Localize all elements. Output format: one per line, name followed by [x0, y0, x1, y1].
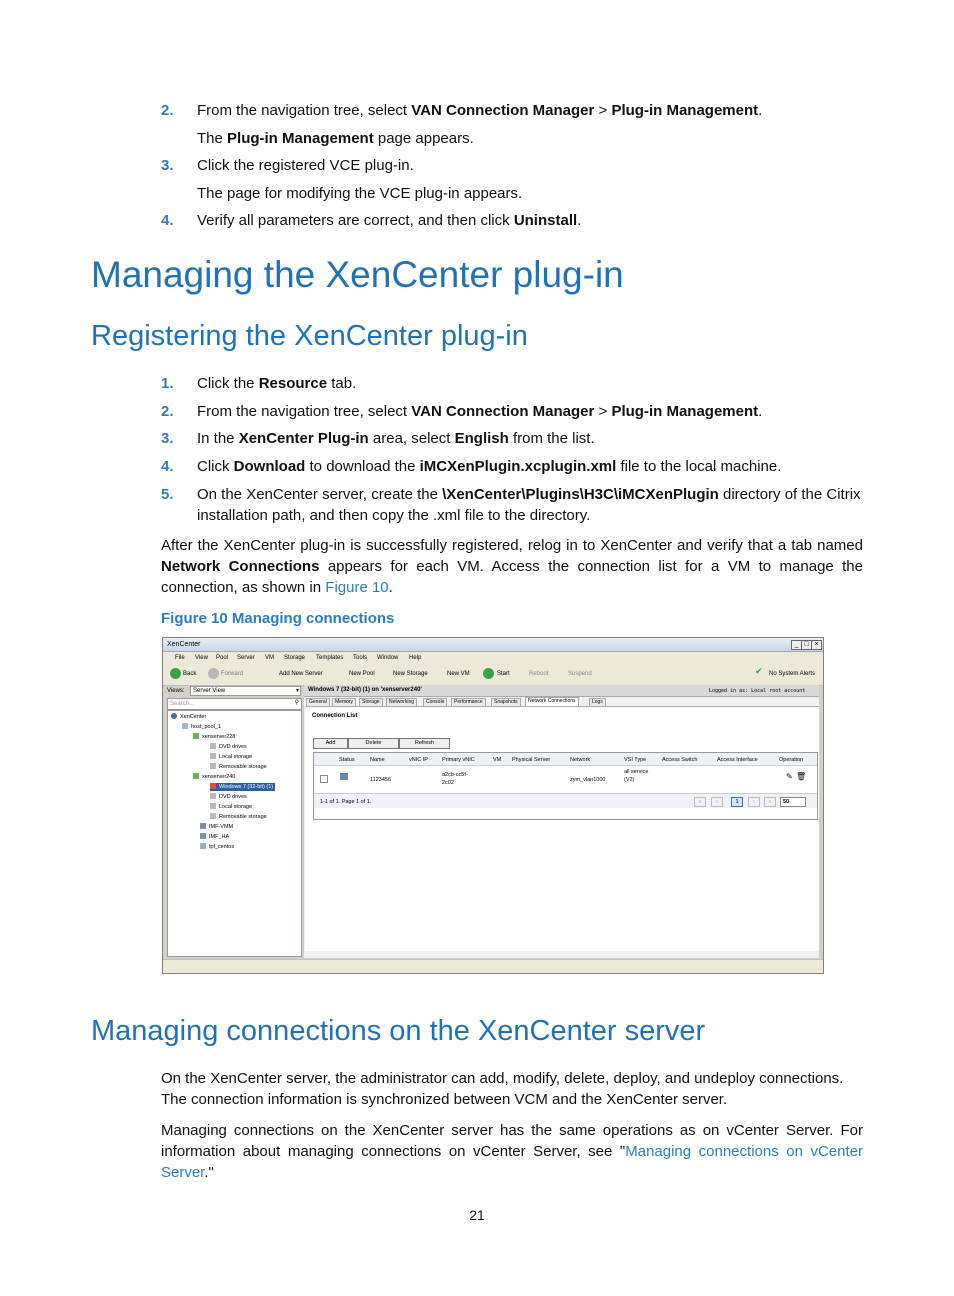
- step-number: 5.: [161, 486, 174, 503]
- column-header: Status: [339, 757, 355, 763]
- disk-icon: [210, 743, 216, 749]
- column-header: Access Switch: [662, 757, 698, 763]
- tree-item-vm[interactable]: IMF-VMM: [200, 823, 233, 831]
- manage-paragraph-1: On the XenCenter server, the administrator can add, modify, delete, deploy, and undeploy connections. The connection information is synchronized between VCM and the XenCenter server.: [161, 1070, 844, 1108]
- vcenter-link[interactable]: Managing connections on vCenter Server: [161, 1143, 863, 1181]
- figure-10-link[interactable]: Figure 10: [325, 579, 389, 596]
- xencenter-screenshot: [162, 637, 824, 974]
- minimize-button[interactable]: _: [791, 640, 802, 650]
- vm-icon: [200, 833, 206, 839]
- manage-paragraph-2: Managing connections on the XenCenter server has the same operations as on vCenter Server. For information about managing connections on vCenter Server, see "Managing connections on vCenter Server.": [161, 1122, 863, 1181]
- column-header: vNIC IP: [409, 757, 428, 763]
- add-button[interactable]: Add: [313, 738, 348, 749]
- tree-item-vm-selected[interactable]: Windows 7 (32-bit) (1): [210, 783, 275, 791]
- connection-list-title: Connection List: [312, 713, 358, 719]
- tree-item-vm[interactable]: IMF_HA: [200, 833, 229, 841]
- step-text: Click Download to download the iMCXenPlugin.xcplugin.xml file to the local machine.: [197, 458, 782, 475]
- vm-header-bar: [304, 685, 819, 697]
- connection-table: [313, 752, 818, 820]
- disk-icon: [210, 813, 216, 819]
- views-label: Views:: [167, 688, 185, 694]
- template-icon: [200, 843, 206, 849]
- system-alerts[interactable]: No System Alerts: [769, 671, 816, 677]
- first-page-button[interactable]: «: [694, 797, 706, 807]
- tab-networking[interactable]: Networking: [386, 698, 417, 706]
- step-text: Click the registered VCE plug-in.: [197, 157, 414, 174]
- new-pool-button[interactable]: New Pool: [349, 671, 375, 677]
- start-button[interactable]: Start: [497, 671, 510, 677]
- forward-button[interactable]: Forward: [221, 671, 244, 677]
- tree-item-storage[interactable]: DVD drives: [210, 743, 247, 751]
- status-bar: [163, 959, 823, 974]
- step-text: From the navigation tree, select VAN Connection Manager > Plug-in Management.: [197, 102, 763, 119]
- add-server-button[interactable]: Add New Server: [279, 671, 323, 677]
- vm-header: Windows 7 (32-bit) (1) on 'xenserver240': [308, 687, 422, 693]
- page-size-select[interactable]: 50: [780, 797, 806, 807]
- last-page-button[interactable]: »: [764, 797, 776, 807]
- row-primary-vnic: a2cb-cc5f-2c02: [442, 772, 468, 786]
- new-storage-button[interactable]: New Storage: [393, 671, 428, 677]
- vm-icon: [210, 783, 216, 789]
- step-text: Verify all parameters are correct, and then click Uninstall.: [197, 212, 582, 229]
- next-page-button[interactable]: ›: [748, 797, 760, 807]
- tree-item-server[interactable]: xenserver228: [193, 733, 235, 741]
- row-checkbox[interactable]: [320, 775, 328, 783]
- server-icon: [193, 773, 199, 779]
- views-bar: [163, 685, 302, 696]
- tree-item-storage[interactable]: DVD drives: [210, 793, 247, 801]
- column-header: VSI Type: [624, 757, 647, 763]
- edit-icon[interactable]: ✎: [786, 772, 793, 781]
- step-number: 3.: [161, 430, 174, 447]
- toolbar: [163, 664, 823, 686]
- tree-item-root[interactable]: XenCenter: [171, 713, 206, 721]
- search-placeholder: Search...: [170, 701, 195, 707]
- step-number: 2.: [161, 403, 174, 420]
- views-value: Server View: [193, 688, 226, 694]
- column-header: Name: [370, 757, 385, 763]
- network-connections-panel: [305, 706, 819, 951]
- tab-performance[interactable]: Performance: [451, 698, 486, 706]
- reboot-button[interactable]: Reboot: [529, 671, 549, 677]
- maximize-button[interactable]: □: [801, 640, 812, 650]
- tree-item-storage[interactable]: Local storage: [210, 803, 252, 811]
- window-title: XenCenter: [167, 641, 201, 648]
- tab-storage[interactable]: Storage: [359, 698, 383, 706]
- menu-file[interactable]: File: [175, 655, 185, 661]
- new-vm-button[interactable]: New VM: [447, 671, 470, 677]
- server-icon: [193, 733, 199, 739]
- column-header: Network: [570, 757, 591, 763]
- menu-bar: [163, 652, 823, 664]
- disk-icon: [210, 763, 216, 769]
- row-vsi-type: all service (V2): [624, 769, 649, 783]
- vm-icon: [200, 823, 206, 829]
- figure-caption: Figure 10 Managing connections: [161, 610, 395, 627]
- step-3-result: The page for modifying the VCE plug-in appears.: [197, 185, 523, 202]
- menu-vm[interactable]: VM: [265, 655, 274, 661]
- menu-tools[interactable]: Tools: [353, 655, 368, 661]
- forward-icon: [208, 668, 219, 679]
- step-number: 4.: [161, 458, 174, 475]
- menu-server[interactable]: Server: [237, 655, 255, 661]
- tab-general[interactable]: General: [306, 698, 330, 706]
- table-row[interactable]: [314, 766, 817, 792]
- tree-item-storage[interactable]: Removable storage: [210, 813, 267, 821]
- tree-item-template[interactable]: tpl_centos: [200, 843, 234, 851]
- after-register-paragraph: After the XenCenter plug-in is successfully registered, relog in to XenCenter and verify that a tab named Network Connections appears for each VM. Access the connection list for a VM to manage the connection, as shown in Figure 10.: [161, 537, 863, 596]
- tab-memory[interactable]: Memory: [332, 698, 356, 706]
- column-header: Primary vNIC: [442, 757, 475, 763]
- search-icon: ⚲: [294, 700, 299, 706]
- subsection-title-register: Registering the XenCenter plug-in: [91, 320, 528, 352]
- close-button[interactable]: ×: [811, 640, 822, 650]
- disk-icon: [210, 803, 216, 809]
- tree-item-storage[interactable]: Removable storage: [210, 763, 267, 771]
- xencenter-icon: [171, 713, 177, 719]
- delete-icon[interactable]: 🗑: [796, 772, 807, 781]
- delete-button[interactable]: Delete: [348, 738, 399, 749]
- pager: [314, 793, 817, 808]
- disk-icon: [210, 753, 216, 759]
- back-icon: [170, 668, 181, 679]
- step-text: From the navigation tree, select VAN Connection Manager > Plug-in Management.: [197, 403, 763, 420]
- tab-bar: [304, 697, 819, 706]
- start-icon: [483, 668, 494, 679]
- pool-icon: [182, 723, 188, 729]
- menu-window[interactable]: Window: [377, 655, 399, 661]
- menu-pool[interactable]: Pool: [216, 655, 229, 661]
- chevron-down-icon: ▾: [295, 688, 299, 694]
- tab-snapshots[interactable]: Snapshots: [491, 698, 521, 706]
- tab-console[interactable]: Console: [423, 698, 447, 706]
- tree-item-server[interactable]: xenserver240: [193, 773, 235, 781]
- step-number: 1.: [161, 375, 174, 392]
- step-number: 4.: [161, 212, 174, 229]
- back-button[interactable]: Back: [183, 671, 197, 677]
- column-header: Access Interface: [717, 757, 758, 763]
- step-text: In the XenCenter Plug-in area, select English from the list.: [197, 430, 595, 447]
- current-page[interactable]: 1: [731, 797, 743, 807]
- menu-storage[interactable]: Storage: [284, 655, 306, 661]
- tree-item-pool[interactable]: host_pool_1: [182, 723, 221, 731]
- section-title: Managing the XenCenter plug-in: [91, 254, 624, 295]
- page-number: 21: [469, 1207, 485, 1223]
- step-text: Click the Resource tab.: [197, 375, 357, 392]
- disk-icon: [210, 793, 216, 799]
- column-header: Physical Server: [512, 757, 551, 763]
- menu-view[interactable]: View: [195, 655, 208, 661]
- suspend-button[interactable]: Suspend: [568, 671, 592, 677]
- step-2-result: The Plug-in Management page appears.: [197, 130, 474, 147]
- step-number: 3.: [161, 157, 174, 174]
- tree-item-storage[interactable]: Local storage: [210, 753, 252, 761]
- row-name: 1123456: [370, 777, 392, 783]
- search-input[interactable]: [167, 698, 302, 710]
- tab-network-connections[interactable]: Network Connections: [525, 697, 579, 706]
- views-select[interactable]: [190, 686, 301, 696]
- table-header: [314, 753, 817, 766]
- menu-templates[interactable]: Templates: [316, 655, 344, 661]
- subsection-title-manage: Managing connections on the XenCenter server: [91, 1015, 706, 1047]
- column-header: Operation: [779, 757, 804, 763]
- tab-logs[interactable]: Logs: [589, 698, 606, 706]
- step-text: On the XenCenter server, create the \XenCenter\Plugins\H3C\iMCXenPlugin directory of the Citrix installation path, and then copy the .xml file to the directory.: [197, 486, 861, 524]
- resource-tree: [167, 710, 302, 957]
- menu-help[interactable]: Help: [409, 655, 422, 661]
- step-number: 2.: [161, 102, 174, 119]
- right-pane: [304, 685, 819, 958]
- refresh-button[interactable]: Refresh: [399, 738, 450, 749]
- logged-in-status: Logged in as: Local root account: [709, 688, 806, 694]
- row-network: zym_vlan1000: [570, 777, 606, 783]
- prev-page-button[interactable]: ‹: [711, 797, 723, 807]
- column-header: VM: [493, 757, 502, 763]
- window-titlebar: [163, 638, 823, 652]
- check-icon: ✔: [755, 666, 763, 676]
- pager-text: 1-1 of 1. Page 1 of 1.: [320, 799, 372, 805]
- status-icon: [340, 773, 348, 780]
